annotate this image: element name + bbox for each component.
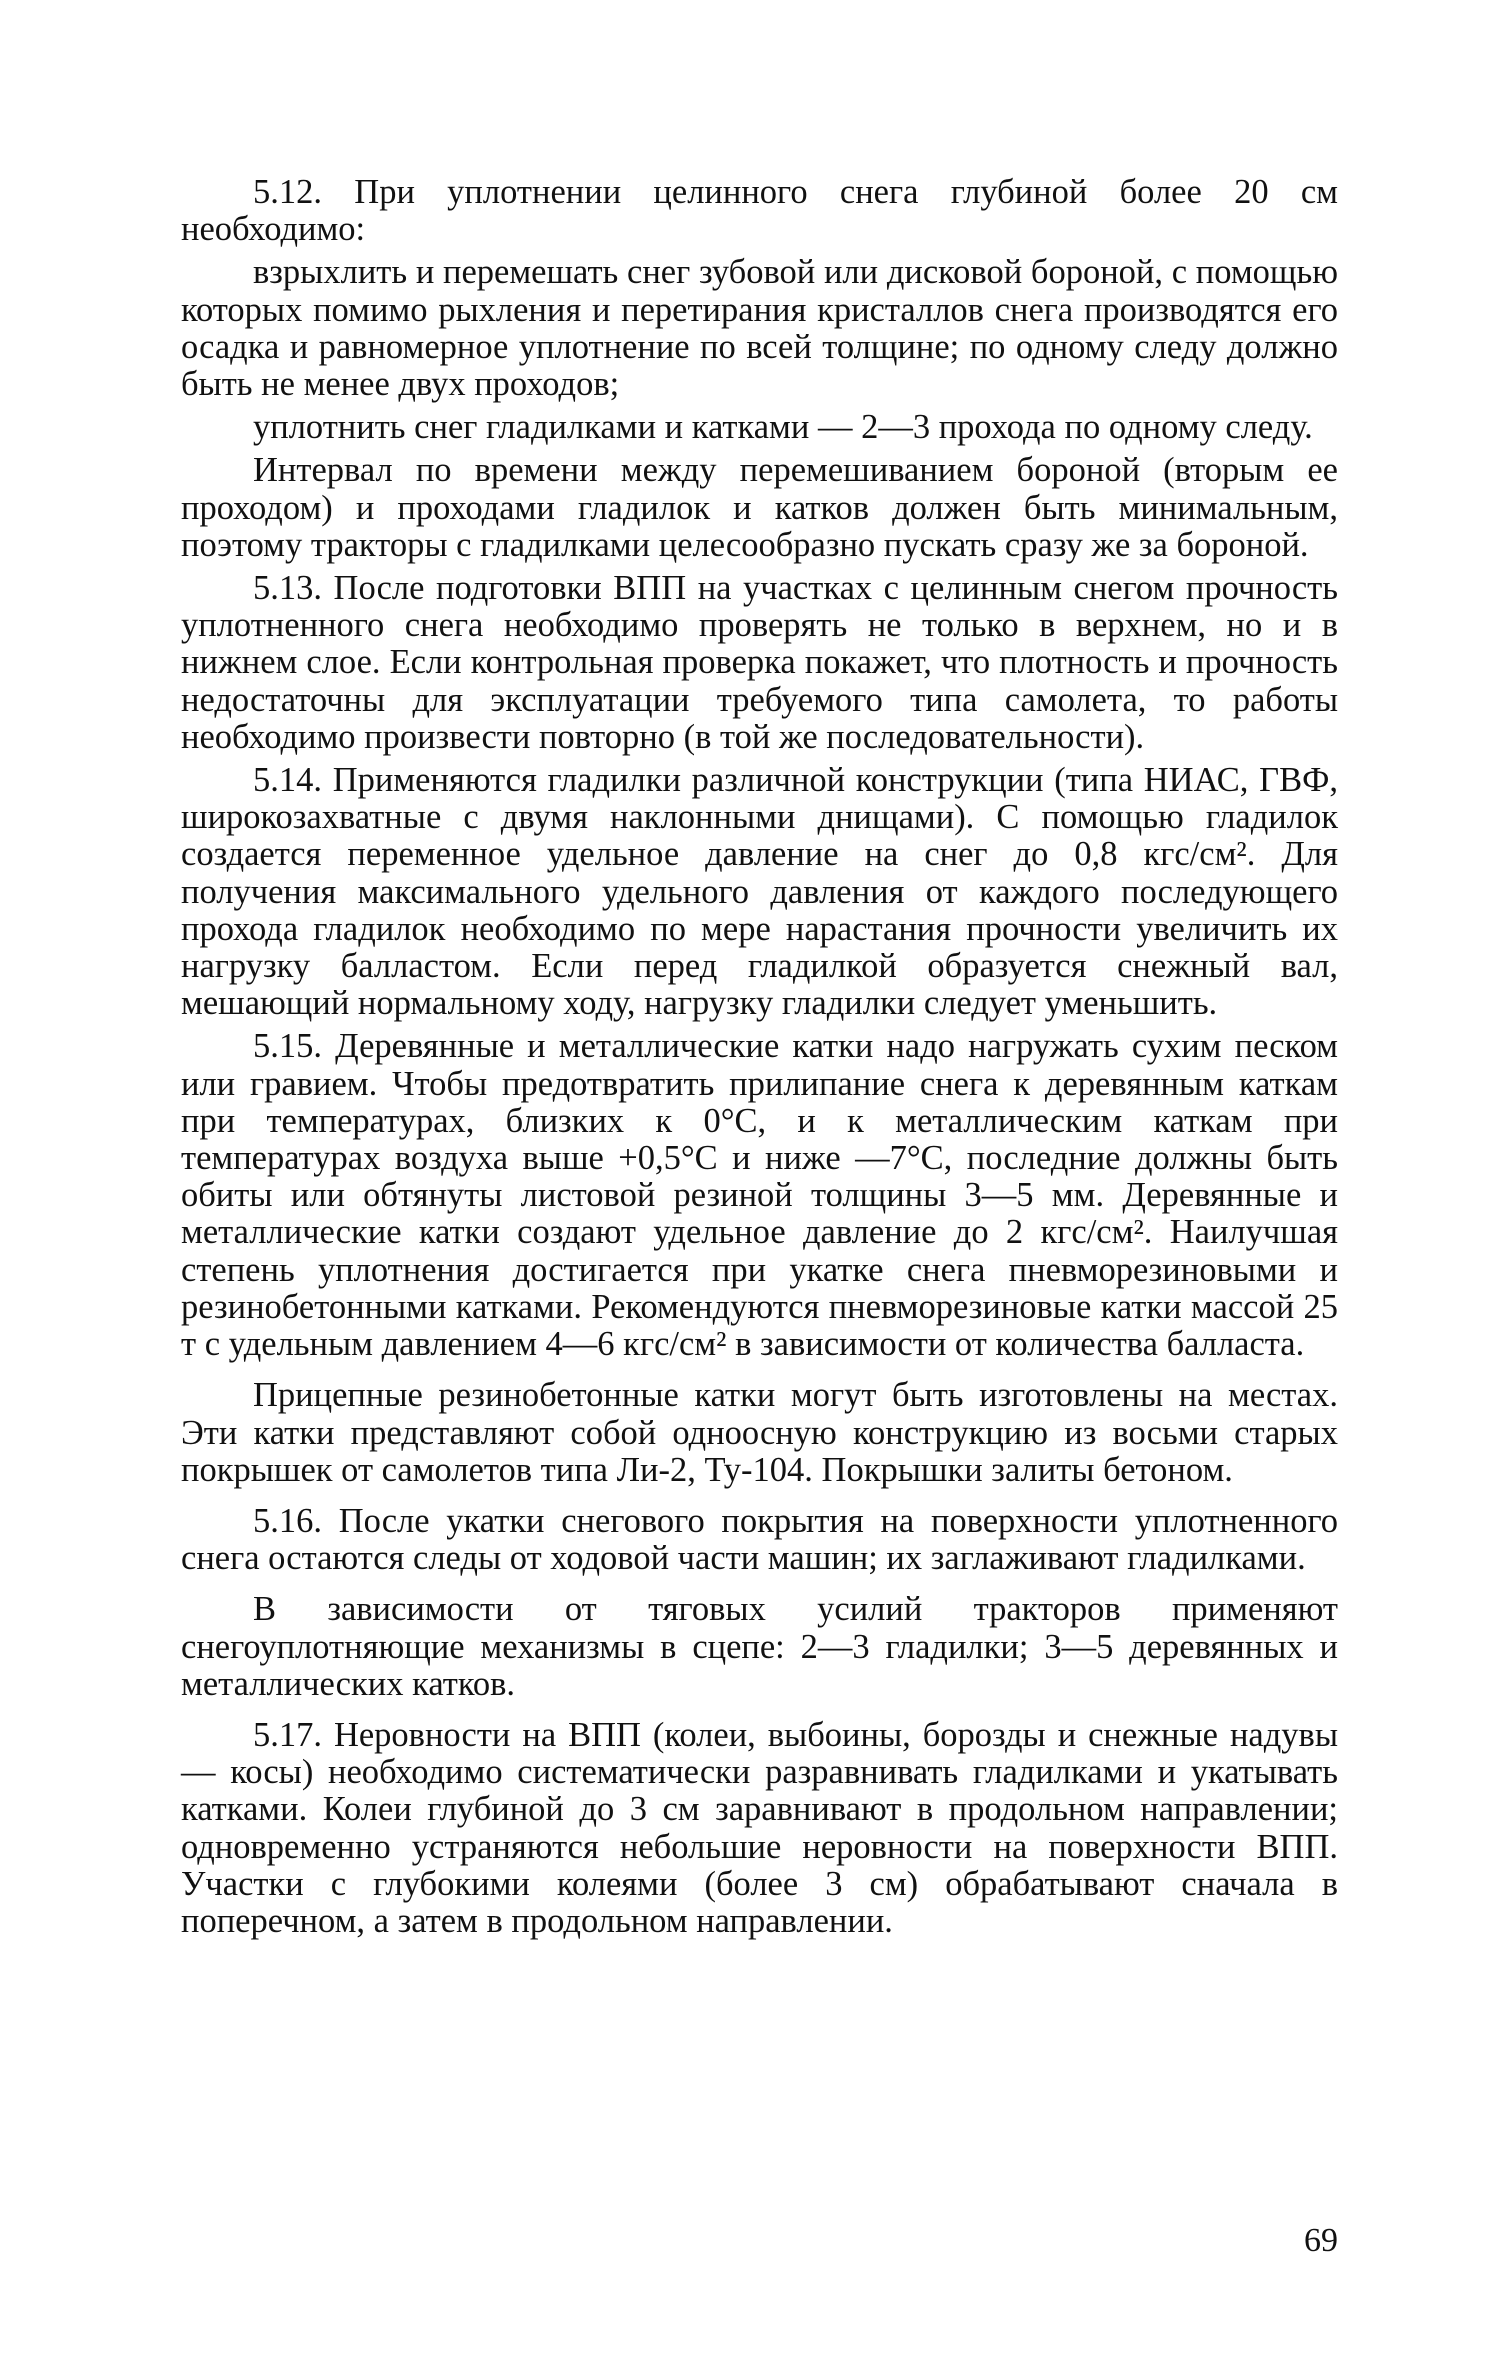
paragraph-5-12: 5.12. При уплотнении целинного снега глубиной более 20 см необходимо: (181, 173, 1338, 249)
paragraph-5-16: 5.16. После укатки снегового покрытия на поверхности уплотненного снега остаются следы от ходовой части машин; их заглаживают гладилками. (181, 1501, 1338, 1578)
paragraph-5-15: 5.15. Деревянные и металлические катки надо нагружать сухим песком или гравием. Чтобы предотвратить прилипание снега к деревянным каткам при температурах, близких к 0°С, и к металлическим каткам при температурах воздуха выше +0,5°С и ниже —7°С, последние должны быть обиты или обтянуты листовой резиной толщины 3—5 мм. Деревянные и металлические катки создают удельное давление до 2 кгс/см². Наилучшая степень уплотнения достигается при укатке снега пневморезиновыми и резинобетонными катками. Рекомендуются пневморезиновые катки массой 25 т с удельным давлением 4—6 кгс/см² в зависимости от количества балласта. (181, 1027, 1338, 1364)
page-number: 69 (1304, 2222, 1338, 2259)
body-text (181, 174, 1338, 1946)
paragraph-traction: В зависимости от тяговых усилий тракторов применяют снегоуплотняющие механизмы в сцепе: 2—3 гладилки; 3—5 деревянных и металлических катков. (181, 1590, 1338, 1703)
paragraph-5-13: 5.13. После подготовки ВПП на участках с целинным снегом прочность уплотненного снега необходимо проверять не только в верхнем, но и в нижнем слое. Если контрольная проверка покажет, что плотность и прочность недостаточны для эксплуатации требуемого типа самолета, то работы необходимо произвести повторно (в той же последовательности). (181, 569, 1338, 756)
paragraph-list-item-2: уплотнить снег гладилками и катками — 2—3 прохода по одному следу. (253, 408, 1313, 447)
paragraph-interval: Интервал по времени между перемешиванием бороной (вторым ее проходом) и проходами гладилок и катков должен быть минимальным, поэтому тракторы с гладилками целесообразно пускать сразу же за бороной. (181, 451, 1338, 564)
paragraph-5-14: 5.14. Применяются гладилки различной конструкции (типа НИАС, ГВФ, широкозахватные с двумя наклонными днищами). С помощью гладилок создается переменное удельное давление на снег до 0,8 кгс/см². Для получения максимального удельного давления от каждого последующего прохода гладилок необходимо по мере нарастания прочности увеличить их нагрузку балластом. Если перед гладилкой образуется снежный вал, мешающий нормальному ходу, нагрузку гладилки следует уменьшить. (181, 761, 1338, 1023)
paragraph-trailer-rollers: Прицепные резинобетонные катки могут быть изготовлены на местах. Эти катки представляют собой одноосную конструкцию из восьми старых покрышек от самолетов типа Ли-2, Ту-104. Покрышки залиты бетоном. (181, 1376, 1338, 1489)
paragraph-list-item-1: взрыхлить и перемешать снег зубовой или дисковой бороной, с помощью которых помимо рыхления и перетирания кристаллов снега производятся его осадка и равномерное уплотнение по всей толщине; по одному следу должно быть не менее двух проходов; (181, 253, 1338, 404)
paragraph-5-17: 5.17. Неровности на ВПП (колеи, выбоины, борозды и снежные надувы — косы) необходимо систематически разравнивать гладилками и укатывать катками. Колеи глубиной до 3 см заравнивают в продольном направлении; одновременно устраняются небольшие неровности на поверхности ВПП. Участки с глубокими колеями (более 3 см) обрабатывают сначала в поперечном, а затем в продольном направлении. (181, 1715, 1338, 1940)
